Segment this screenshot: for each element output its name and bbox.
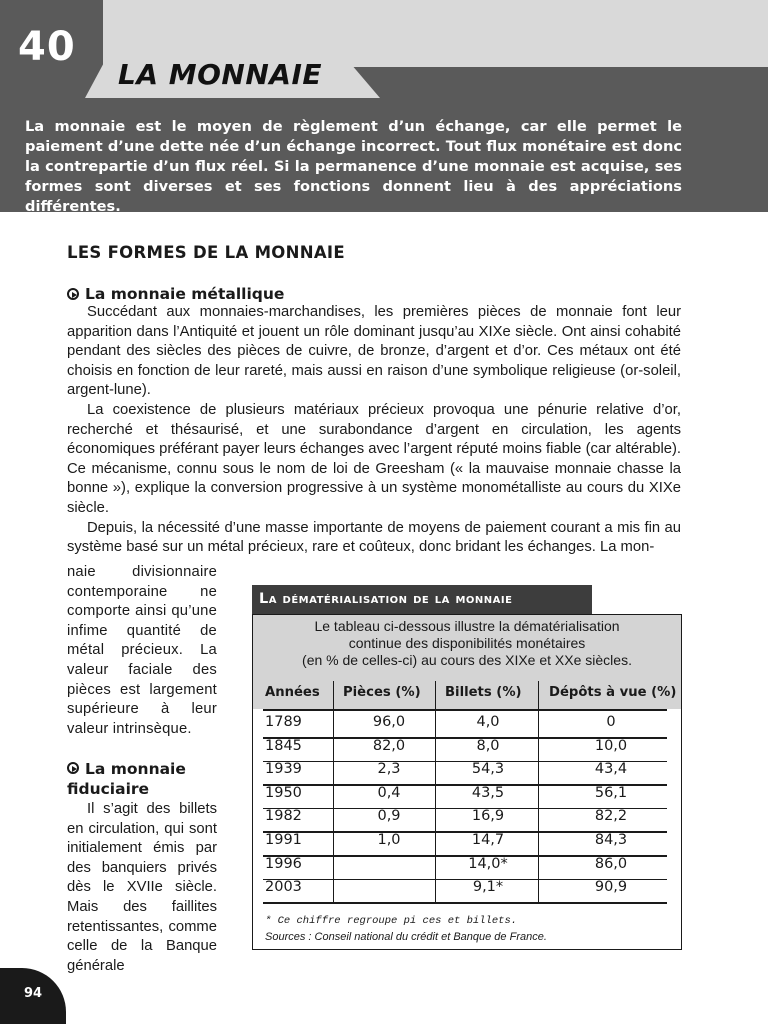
table-cell: 1789 [265,714,302,730]
page-number: 94 [24,986,43,1001]
table-note: * Ce chiffre regroupe pi ces et billets. [265,915,518,927]
data-table [252,614,682,950]
table-cell: 1950 [265,784,302,801]
table-header-area [253,615,681,709]
table-cell: 8,0 [476,737,500,754]
caption-line: (en % de celles-ci) au cours des XIXe et XXe siècles. [302,652,632,668]
table-cell: 86,0 [594,855,628,872]
table-cell: 10,0 [594,737,628,754]
circle-arrow-icon [67,288,79,300]
paragraph: Succédant aux monnaies-marchandises, les premières pièces de monnaie font leur apparition dans l’Antiquité et jouent un rôle dominant jusqu’au XIXe siècle. Ont ainsi cohabité pendant des siècles des pièces de cuivre, de bronze, d’argent et d’or. Ces métaux ont été choisis en fonction de leur rareté, mais aussi en raison d’une symbolique religieuse (or-soleil, argent-lune). [67,304,681,399]
table-cell: 0,4 [377,784,401,801]
table-row [253,856,681,879]
table-cell: 96,0 [372,714,406,730]
table-cell: 2,3 [377,761,401,778]
table-sources: Sources : Conseil national du crédit et Banque de France. [265,931,547,943]
header-top-band [0,0,768,67]
subheading-metallique-label: La monnaie métallique [85,285,285,303]
table-row [253,738,681,761]
table-cell: 16,9 [471,808,505,825]
table-row [253,808,681,831]
table-cell: 56,1 [594,784,628,801]
column-header: Dépôts à vue (%) [549,685,677,700]
column-header: Billets (%) [445,685,522,700]
intro-paragraph: La monnaie est le moyen de règlement d’un échange, car elle permet le paiement d’une dette née d’un échange incorrect. Tout flux monétaire est donc la contrepartie d’un flux réel. Si la permanence d’une monnaie est acquise, ses formes sont diverses et ses fonctions donnent lieu à des appréciations différentes. [25,118,682,215]
paragraph: naie divisionnaire contemporaine ne comporte ainsi qu’une infime quantité de métal précieux. La valeur faciale des pièces est largement supérieure à leur valeur intrinsèque. [67,564,217,737]
section-monnaie-metallique [67,285,681,558]
paragraph: Depuis, la nécessité d’une masse importante de moyens de paiement courant a mis fin au système basé sur un métal précieux, rare et coûteux, donc bridant les échanges. La mon- [67,519,681,556]
paragraph: La coexistence de plusieurs matériaux précieux provoqua une pénurie relative d’or, recherché et thésaurisé, et une surabondance d’argent en circulation, les agents économiques préférant payer leurs échanges avec l’argent réputé moins fiable (car altérable). Ce mécanisme, connu sous le nom de loi de Greesham (« la mauvaise monnaie chasse la bonne »), explique la conversion progressive à un système monométalliste au cours du XIXe siècle. [67,401,681,516]
table-cell: 2003 [265,879,302,896]
left-column-text [67,563,217,739]
chapter-title: LA MONNAIE [118,58,323,91]
table-row [253,714,681,737]
table-cell: 14,7 [471,832,505,848]
table-cell: 82,2 [594,808,628,825]
table-row [253,832,681,855]
table-cell: 82,0 [372,737,406,754]
table-row [253,761,681,784]
table-title [252,585,592,614]
table-cell: 90,9 [594,879,628,896]
table-cell: 1939 [265,761,302,778]
caption-line: continue des disponibilités monétaires [348,635,586,651]
column-header: Années [265,685,320,700]
table-cell: 1982 [265,808,302,825]
table-cell: 84,3 [594,832,628,848]
section-title: LES FORMES DE LA MONNAIE [67,243,345,262]
table-cell: 0 [606,714,616,730]
caption-line: Le tableau ci-dessous illustre la dématérialisation [314,618,620,634]
table-cell: 1996 [265,855,302,872]
table-cell: 9,1* [472,879,504,896]
table-cell: 1,0 [377,832,401,848]
table-cell: 54,3 [471,761,505,778]
paragraph: Il s’agit des billets en circulation, qui sont initialement émis par des banquiers privés dès le XVIIe siècle. Mais des faillites retentissantes, comme celle de la Banque générale [67,801,217,974]
header-rule [263,709,667,711]
table-cell: 4,0 [476,714,500,730]
table-row [253,785,681,808]
table-cell: 1845 [265,737,302,754]
subheading-metallique [67,285,681,303]
table-cell: 43,4 [594,761,628,778]
table-row [253,879,681,902]
table-title-text: La dématérialisation de la monnaie [259,591,513,607]
subheading-fiduciaire [67,759,227,799]
subheading-fiduciaire-label: La monnaie fiduciaire [67,760,186,798]
table-cell: 0,9 [377,808,401,825]
left-column-text-2 [67,800,217,976]
chapter-number: 40 [18,24,76,70]
table-cell: 1991 [265,832,302,848]
table-caption [253,618,681,669]
circle-arrow-icon [67,762,79,774]
table-cell: 14,0* [468,855,508,872]
table-cell: 43,5 [471,784,505,801]
column-header: Pièces (%) [343,685,421,700]
row-rule [263,902,667,904]
